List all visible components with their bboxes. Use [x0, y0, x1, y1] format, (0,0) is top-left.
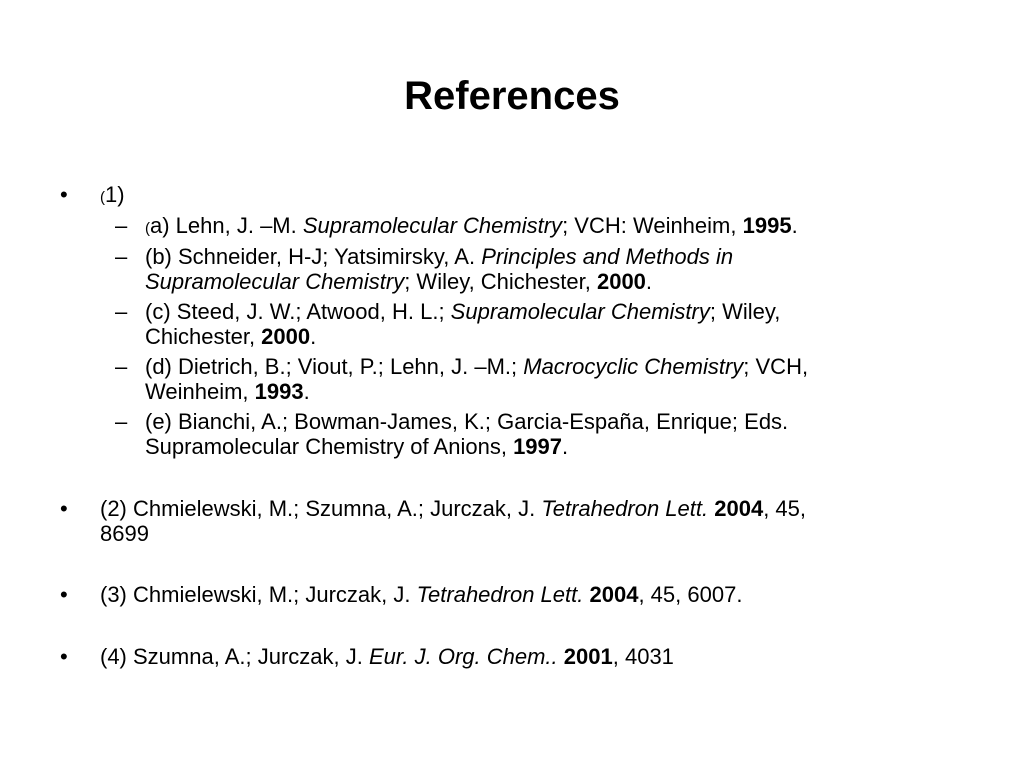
dash-marker: –	[115, 244, 128, 269]
reference-1b-year: 2000	[596, 269, 646, 294]
reference-2-pages: 8699	[100, 521, 149, 546]
reference-1c-tail: .	[310, 324, 317, 349]
reference-1c-year: 2000	[261, 324, 311, 349]
reference-1b-text	[145, 244, 905, 294]
reference-1b-publisher: ; Wiley, Chichester,	[404, 269, 597, 294]
reference-1e-tail: .	[562, 434, 569, 459]
dash-marker: –	[115, 299, 128, 324]
reference-2-text	[100, 496, 940, 546]
reference-3-text	[100, 582, 940, 607]
dash-marker: –	[115, 354, 128, 379]
reference-2-journal: Tetrahedron Lett.	[541, 496, 709, 521]
reference-1a-year: 1995	[742, 213, 792, 238]
reference-1b-title-line2: Supramolecular Chemistry	[145, 269, 405, 294]
reference-1e-text	[145, 409, 905, 459]
reference-1d-text	[145, 354, 905, 404]
bullet-marker: •	[60, 496, 68, 521]
reference-1c-authors: (c) Steed, J. W.; Atwood, H. L.;	[145, 299, 451, 324]
reference-4-year: 2001	[563, 644, 613, 669]
reference-1a-open-paren: (	[145, 220, 150, 237]
dash-marker: –	[115, 409, 128, 434]
bullet-marker: •	[60, 644, 68, 669]
bullet-marker: •	[60, 582, 68, 607]
reference-2	[60, 496, 960, 546]
reference-2-volume: , 45,	[763, 496, 806, 521]
reference-3-year: 2004	[589, 582, 639, 607]
reference-4-authors: (4) Szumna, A.; Jurczak, J.	[100, 644, 369, 669]
reference-1d-authors: (d) Dietrich, B.; Viout, P.; Lehn, J. –M.;	[145, 354, 524, 379]
reference-1a	[115, 213, 915, 238]
reference-1b-tail: .	[645, 269, 653, 294]
reference-1d-publisher-line2: Weinheim,	[145, 379, 255, 404]
reference-1c	[115, 299, 915, 349]
reference-1e	[115, 409, 915, 459]
reference-3	[60, 582, 960, 607]
reference-1d-publisher-line1: ; VCH,	[743, 354, 809, 379]
reference-1	[60, 182, 960, 207]
reference-4-tail: , 4031	[612, 644, 674, 669]
reference-4-text	[100, 644, 940, 669]
reference-1a-title: Supramolecular Chemistry	[302, 213, 563, 238]
reference-1d-year: 1993	[254, 379, 304, 404]
reference-2-authors: (2) Chmielewski, M.; Szumna, A.; Jurczak, J.	[100, 496, 542, 521]
reference-1-label	[100, 182, 940, 210]
reference-1b-authors: (b) Schneider, H-J; Yatsimirsky, A.	[145, 244, 482, 269]
reference-4-journal: Eur. J. Org. Chem..	[368, 644, 558, 669]
reference-1-open-paren: (	[100, 189, 105, 206]
reference-1b	[115, 244, 915, 294]
bullet-marker: •	[60, 182, 68, 207]
reference-2-year: 2004	[714, 496, 764, 521]
reference-1-number: 1)	[105, 182, 125, 207]
reference-1c-publisher-line2: Chichester,	[145, 324, 262, 349]
reference-1e-line2: Supramolecular Chemistry of Anions,	[145, 434, 514, 459]
reference-3-authors: (3) Chmielewski, M.; Jurczak, J.	[100, 582, 417, 607]
reference-1c-title: Supramolecular Chemistry	[450, 299, 710, 324]
reference-3-journal: Tetrahedron Lett.	[416, 582, 584, 607]
reference-1a-authors: a) Lehn, J. –M.	[150, 213, 303, 238]
reference-1c-publisher-line1: ; Wiley,	[709, 299, 781, 324]
reference-1c-text	[145, 299, 905, 349]
reference-4	[60, 644, 960, 669]
reference-1e-year: 1997	[513, 434, 563, 459]
dash-marker: –	[115, 213, 128, 238]
slide-title: References	[404, 74, 620, 118]
reference-1a-text	[145, 213, 905, 241]
reference-1e-line1: (e) Bianchi, A.; Bowman-James, K.; Garcia-España, Enrique; Eds.	[145, 409, 789, 434]
reference-1d-tail: .	[303, 379, 310, 404]
reference-1a-publisher: ; VCH: Weinheim,	[562, 213, 743, 238]
reference-1b-title-line1: Principles and Methods in	[481, 244, 734, 269]
reference-3-tail: , 45, 6007.	[638, 582, 743, 607]
reference-1d	[115, 354, 915, 404]
reference-1a-tail: .	[791, 213, 798, 238]
reference-1d-title: Macrocyclic Chemistry	[523, 354, 744, 379]
